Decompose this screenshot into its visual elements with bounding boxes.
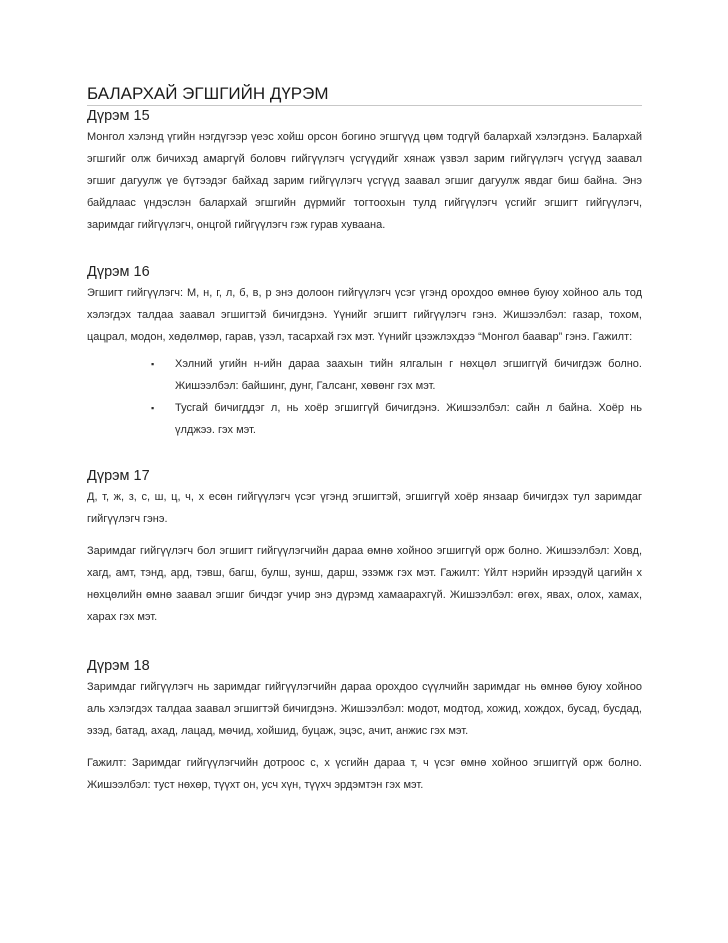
rule-15-section xyxy=(87,106,642,236)
rule-18-paragraph-2: Гажилт: Заримдаг гийгүүлэгчийн дотроос с, х үсгийн дараа т, ч үсэг өмнө хойноо эгшиггүй орж болно. Жишээлбэл: туст нөхөр, түүхт он, усч хүн, түүхч эрдэмтэн гэх мэт. xyxy=(87,757,642,791)
list-item xyxy=(151,397,642,441)
rule-16-section xyxy=(87,262,642,441)
document-title: БАЛАРХАЙ ЭГШГИЙН ДҮРЭМ xyxy=(87,83,642,106)
document-page xyxy=(87,83,642,796)
rule-16-heading: Дүрэм 16 xyxy=(87,264,150,280)
rule-17-section xyxy=(87,466,642,628)
rule-16-exceptions-list xyxy=(87,353,642,441)
spacer xyxy=(87,236,642,262)
spacer xyxy=(87,441,642,466)
rule-18-section xyxy=(87,656,642,796)
list-item-text: Тусгай бичигддэг л, нь хоёр эгшиггүй бичигдэнэ. Жишээлбэл: сайн л байна. Хоёр нь үлджээ. гэх мэт. xyxy=(175,402,642,436)
rule-15-paragraph: Монгол хэлэнд үгийн нэгдүгээр үеэс хойш орсон богино эгшгүүд цөм тодгүй балархай хэлэгдэнэ. Балархай эгшгийг олж бичихэд амаргүй боловч гийгүүлэгч үсгүүдийг хянаж үзвэл зарим гийгүүлэгч үсгүүд заавал эгшиг дагуулж үе бүтээдэг байхад зарим гийгүүлэгч үсгүүд заавал эгшиг дагуулж явдаг биш байна. Энэ байдлаас үндэслэн балархай эгшгийн дүрмийг тогтоохын тулд гийгүүлэгч үсгийг эгшигт гийгүүлэгч, заримдаг гийгүүлэгч, онцгой гийгүүлэгч гэж гурав хуваана. xyxy=(87,131,642,231)
list-item xyxy=(151,353,642,397)
rule-17-heading: Дүрэм 17 xyxy=(87,468,150,484)
spacer xyxy=(87,530,642,540)
rule-18-heading: Дүрэм 18 xyxy=(87,658,150,674)
rule-16-paragraph: Эгшигт гийгүүлэгч: М, н, г, л, б, в, р энэ долоон гийгүүлэгч үсэг үгэнд орохдоо өмнөө буюу хойноо аль тод хэлэгдэх талдаа заавал эгшигтэй бичигдэнэ. Үүнийг эгшигт гийгүүлэгч гэнэ. Жишээлбэл: газар, тохом, цацрал, модон, хөдөлмөр, гарав, үзэл, тасархай гэх мэт. Үүнийг цээжлэхдээ “Монгол баавар” гэнэ. Гажилт: xyxy=(87,287,642,343)
rule-15-heading: Дүрэм 15 xyxy=(87,108,150,124)
bullet-marker: ▪ xyxy=(151,359,155,369)
rule-17-paragraph-2: Заримдаг гийгүүлэгч бол эгшигт гийгүүлэгчийн дараа өмнө хойноо эгшиггүй орж болно. Жишээлбэл: Ховд, хагд, амт, тэнд, ард, тэвш, багш, булш, зунш, дарш, эзэмж гэх мэт. Гажилт: Үйлт нэрийн ирээдүй цагийн х нөхцөлийн өмнө заавал эгшиг бичдэг учир энэ дүрэмд хамаарахгүй. Жишээлбэл: өгөх, явах, олох, хамах, харах гэх мэт. xyxy=(87,545,642,623)
rule-17-paragraph-1: Д, т, ж, з, с, ш, ц, ч, х есөн гийгүүлэгч үсэг үгэнд эгшигтэй, эгшиггүй хоёр янзаар бичигдэх тул заримдаг гийгүүлэгч гэнэ. xyxy=(87,491,642,525)
spacer xyxy=(87,628,642,656)
list-item-text: Хэлний угийн н-ийн дараа заахын тийн ялгалын г нөхцөл эгшиггүй бичигдэж болно. Жишээлбэл: байшинг, дунг, Галсанг, хөвөнг гэх мэт. xyxy=(175,358,642,392)
bullet-marker: ▪ xyxy=(151,403,155,413)
rule-18-paragraph-1: Заримдаг гийгүүлэгч нь заримдаг гийгүүлэгчийн дараа орохдоо сүүлчийн заримдаг нь өмнөө буюу хойноо аль хэлэгдэх талдаа заавал эгшигтэй бичигдэнэ. Жишээлбэл: модот, модтод, хожид, хождох, бусад, бусдад, эзэд, батад, ахад, лацад, мөчид, хойшид, буцаж, эцэс, ачит, анжис гэх мэт. xyxy=(87,681,642,737)
spacer xyxy=(87,742,642,752)
